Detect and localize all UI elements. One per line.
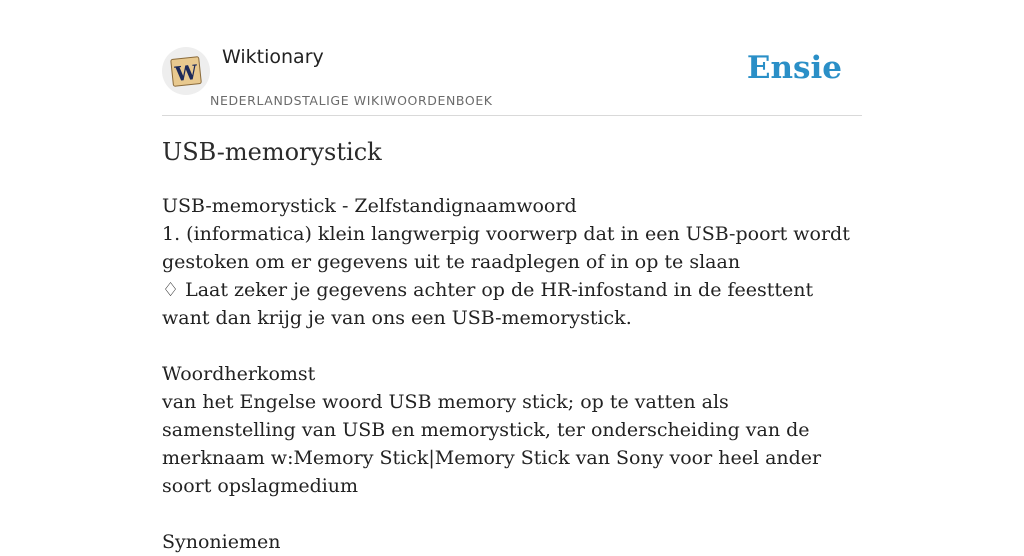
wiktionary-tile-icon xyxy=(168,53,204,89)
synonyms-heading: Synoniemen xyxy=(162,531,281,553)
definition-text: 1. (informatica) klein langwerpig voorwerp dat in een USB-poort wordt gestoken om er gegevens uit te raadplegen of in op te slaan xyxy=(162,223,850,273)
example-text: ♢ Laat zeker je gegevens achter op de HR-infostand in de feesttent want dan krijg je van ons een USB-memorystick. xyxy=(162,279,814,329)
spacer xyxy=(162,500,862,528)
etymology-text: van het Engelse woord USB memory stick; op te vatten als samenstelling van USB en memorystick, ter onderscheiding van de merknaam w:Memory Stick|Memory Stick van Sony voor heel ander soort opslagmedium xyxy=(162,391,822,497)
site-subtitle: NEDERLANDSTALIGE WIKIWOORDENBOEK xyxy=(210,93,493,108)
site-name[interactable]: Wiktionary xyxy=(222,46,324,68)
etymology-heading: Woordherkomst xyxy=(162,363,316,385)
definition-heading: USB-memorystick - Zelfstandignaamwoord xyxy=(162,195,577,217)
spacer xyxy=(162,332,862,360)
site-header xyxy=(162,0,862,116)
wiktionary-logo-icon[interactable] xyxy=(162,47,210,95)
entry-content xyxy=(162,192,862,556)
page-title: USB-memorystick xyxy=(162,138,382,166)
svg-text:W: W xyxy=(173,59,199,87)
page xyxy=(162,0,862,553)
brand-logo-text[interactable]: Ensie xyxy=(746,50,842,86)
